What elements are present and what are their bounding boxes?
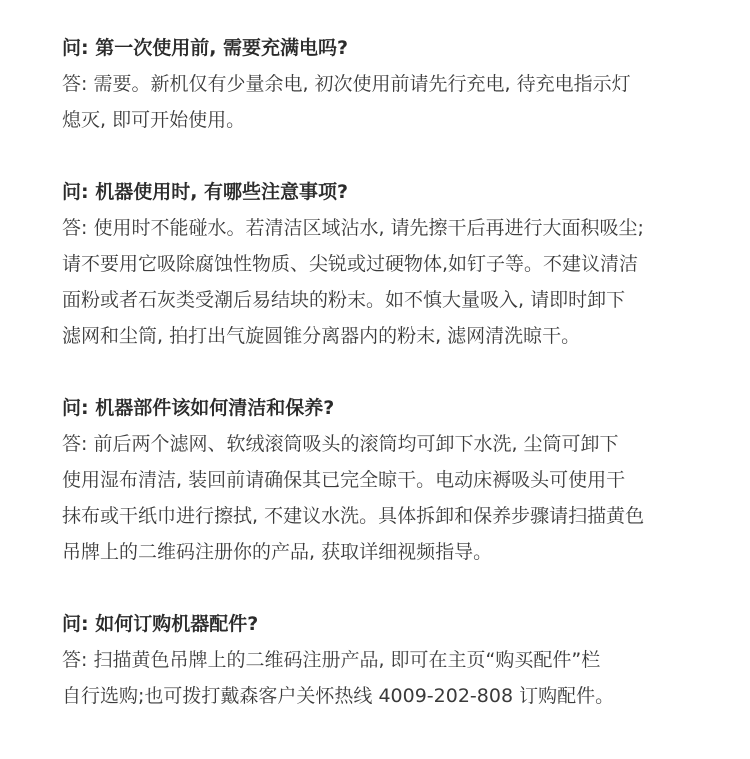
faq-item-first-charge [62, 30, 702, 138]
faq-answer-line: 答: 前后两个滤网、软绒滚筒吸头的滚筒均可卸下水洗, 尘筒可卸下 [62, 433, 619, 455]
faq-answer-line: 答: 使用时不能碰水。若清洁区域沾水, 请先擦干后再进行大面积吸尘; [62, 217, 644, 239]
faq-question: 问: 机器使用时, 有哪些注意事项? [62, 181, 349, 203]
faq-item-cleaning-maintenance [62, 390, 702, 570]
faq-question: 问: 第一次使用前, 需要充满电吗? [62, 37, 349, 59]
faq-answer-line: 抹布或干纸巾进行擦拭, 不建议水洗。具体拆卸和保养步骤请扫描黄色 [62, 505, 645, 527]
faq-answer-line: 答: 扫描黄色吊牌上的二维码注册产品, 即可在主页“购买配件”栏 [62, 649, 601, 671]
faq-answer-line: 熄灭, 即可开始使用。 [62, 109, 246, 131]
faq-answer-line: 吊牌上的二维码注册你的产品, 获取详细视频指导。 [62, 541, 493, 563]
faq-answer-line: 使用湿布清洁, 装回前请确保其已完全晾干。电动床褥吸头可使用干 [62, 469, 626, 491]
faq-question: 问: 如何订购机器配件? [62, 613, 259, 635]
faq-item-order-accessories [62, 606, 702, 714]
faq-answer-line: 自行选购;也可拨打戴森客户关怀热线 4009-202-808 订购配件。 [62, 685, 615, 707]
faq-item-usage-precautions [62, 174, 702, 354]
faq-answer-line: 滤网和尘筒, 拍打出气旋圆锥分离器内的粉末, 滤网清洗晾干。 [62, 325, 581, 347]
faq-answer-line: 请不要用它吸除腐蚀性物质、尖锐或过硬物体,如钉子等。不建议清洁 [62, 253, 639, 275]
faq-answer-line: 答: 需要。新机仅有少量余电, 初次使用前请先行充电, 待充电指示灯 [62, 73, 631, 95]
faq-answer-line: 面粉或者石灰类受潮后易结块的粉末。如不慎大量吸入, 请即时卸下 [62, 289, 626, 311]
faq-question: 问: 机器部件该如何清洁和保养? [62, 397, 335, 419]
